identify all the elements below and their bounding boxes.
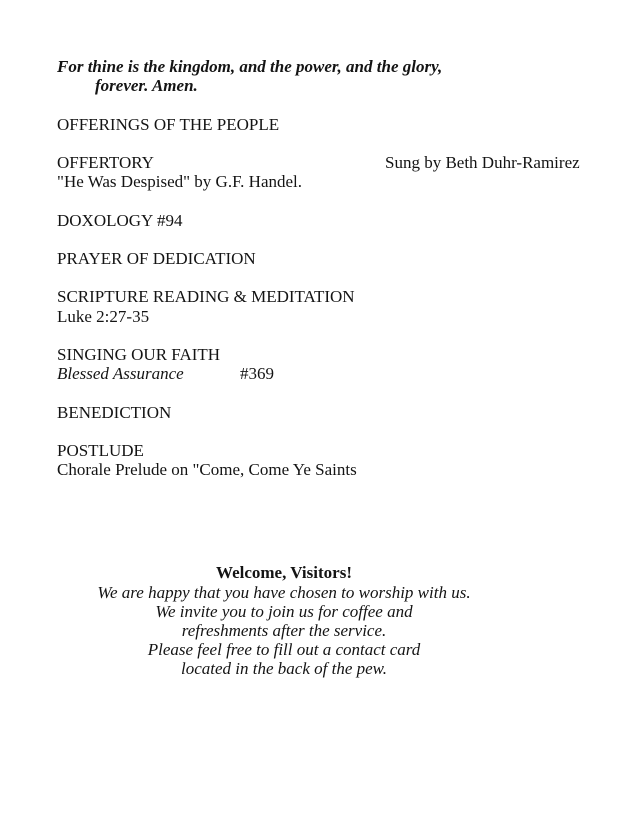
scripture-heading: SCRIPTURE READING & MEDITATION [57, 287, 355, 307]
doxology-heading: DOXOLOGY #94 [57, 210, 183, 230]
offertory-piece: "He Was Despised" by G.F. Handel. [57, 172, 303, 192]
postlude-piece: Chorale Prelude on "Come, Come Ye Saints [57, 460, 357, 480]
welcome-title: Welcome, Visitors! [216, 563, 352, 583]
prayer-response [57, 57, 583, 95]
offertory-heading: OFFERTORY [57, 152, 154, 172]
welcome-line: Please feel free to fill out a contact card [147, 640, 421, 660]
postlude-heading: POSTLUDE [57, 440, 144, 460]
welcome-line: We are happy that you have chosen to worship with us. [97, 582, 471, 602]
welcome-line: We invite you to join us for coffee and [155, 601, 413, 621]
welcome-line: refreshments after the service. [181, 620, 387, 640]
offerings-heading: OFFERINGS OF THE PEOPLE [57, 114, 280, 134]
hymn-row [57, 364, 583, 383]
scripture-reference: Luke 2:27-35 [57, 306, 150, 326]
order-of-worship [57, 57, 583, 679]
welcome-visitors-block [57, 563, 511, 678]
offertory-performer: Sung by Beth Duhr-Ramirez [385, 152, 580, 172]
hymn-title: Blessed Assurance [57, 364, 184, 384]
prayer-of-dedication-heading: PRAYER OF DEDICATION [57, 248, 256, 268]
welcome-line: located in the back of the pew. [181, 659, 387, 679]
singing-heading: SINGING OUR FAITH [57, 344, 221, 364]
benediction-heading: BENEDICTION [57, 402, 172, 422]
offertory-row [57, 153, 583, 172]
prayer-response-line2: forever. Amen. [95, 76, 198, 96]
prayer-response-line1: For thine is the kingdom, and the power, and the glory, [57, 57, 443, 76]
hymn-number: #369 [240, 364, 274, 384]
